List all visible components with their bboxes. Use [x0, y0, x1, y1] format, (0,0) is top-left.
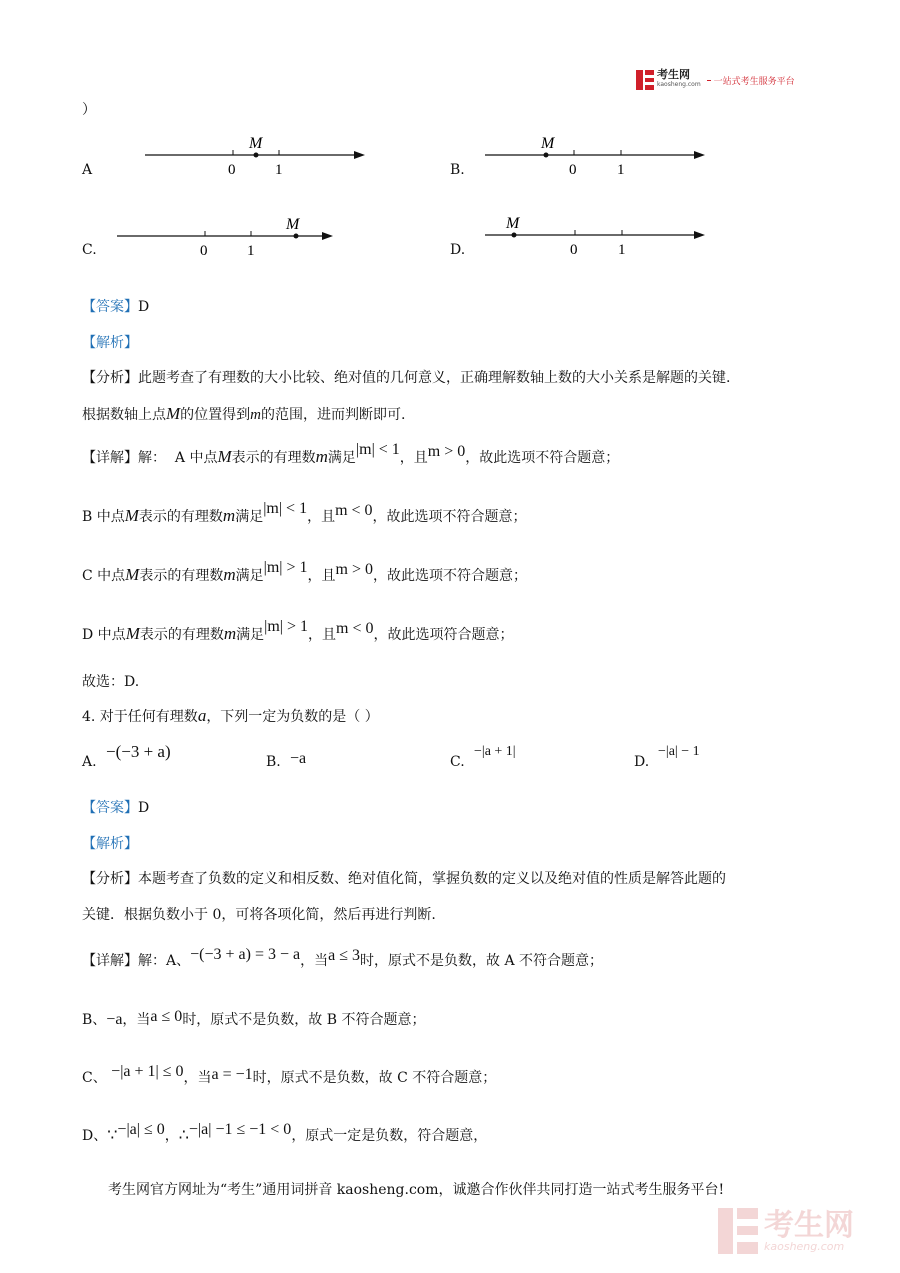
- fenxi-tag: 【分析】: [82, 370, 138, 386]
- prev-detail-b: B 中点M表示的有理数m满足|m| < 1，且m < 0，故此选项不符合题意；: [82, 500, 527, 525]
- q4-option-a-expr: −(−3 + a): [106, 742, 171, 761]
- q4-answer-line: 【答案】D: [82, 800, 150, 816]
- tick-1-b: 1: [617, 162, 625, 178]
- tick-0-b: 0: [569, 162, 577, 178]
- watermark: [718, 1208, 854, 1254]
- q4-option-a: A.: [82, 754, 97, 770]
- option-c-label: C.: [82, 242, 97, 258]
- watermark-sub: kaosheng.com: [764, 1239, 845, 1253]
- tick-1-d: 1: [618, 242, 626, 258]
- tick-1-a: 1: [275, 162, 283, 178]
- q4-detail-b: B、−a，当a ≤ 0时，原式不是负数，故 B 不符合题意；: [82, 1008, 426, 1028]
- header-slogan: 一站式考生服务平台: [713, 76, 795, 87]
- option-a-label: A: [82, 162, 93, 178]
- prev-fenxi-line1: 【分析】此题考查了有理数的大小比较、绝对值的几何意义，正确理解数轴上数的大小关系是解题的关键.: [82, 370, 731, 386]
- prev-fenxi-line2: 根据数轴上点M的位置得到m的范围，进而判断即可.: [82, 404, 406, 423]
- tick-0-c: 0: [200, 243, 208, 259]
- footer-text: 考生网官方网址为“考生”通用词拼音 kaosheng.com，诚邀合作伙伴共同打造一站式考生服务平台!: [108, 1182, 725, 1198]
- q4-option-d-expr: −|a| − 1: [658, 744, 700, 759]
- label-m-b: M: [541, 135, 555, 152]
- logo-text: 考生网: [657, 68, 690, 81]
- label-m-a: M: [249, 135, 263, 152]
- logo-sub: kaosheng.com: [657, 81, 701, 88]
- kaosheng-logo-icon: [636, 70, 654, 90]
- q4-detail-c: C、 −|a + 1| ≤ 0，当a = −1时，原式不是负数，故 C 不符合题意；: [82, 1063, 497, 1086]
- tick-1-c: 1: [247, 243, 255, 259]
- point-m-a: [254, 153, 259, 158]
- q4-detail-a: 【详解】解：A、−(−3 + a) = 3 − a，当a ≤ 3时，原式不是负数，故 A 不符合题意；: [82, 946, 604, 969]
- answer-value: D: [138, 299, 150, 315]
- q4-stem: 4. 对于任何有理数a，下列一定为负数的是（ ）: [82, 706, 379, 725]
- number-line-a: [140, 130, 370, 180]
- label-m-c: M: [286, 216, 300, 233]
- prev-conclusion: 故选：D.: [82, 674, 140, 690]
- q4-fenxi-line1: 【分析】本题考查了负数的定义和相反数、绝对值化简，掌握负数的定义以及绝对值的性质是解答此题的: [82, 871, 726, 887]
- option-d-label: D.: [450, 242, 466, 258]
- q4-option-b: B.: [266, 754, 281, 770]
- answer-tag: 【答案】: [82, 299, 138, 315]
- detail-tag: 【详解】: [82, 450, 138, 466]
- tick-0-d: 0: [570, 242, 578, 258]
- label-m-d: M: [506, 215, 520, 232]
- q4-option-c-expr: −|a + 1|: [474, 744, 516, 759]
- point-m-c: [294, 234, 299, 239]
- analysis-tag: 【解析】: [82, 335, 138, 351]
- point-m-d: [512, 233, 517, 238]
- q4-fenxi-line2: 关键．根据负数小于 0，可将各项化简，然后再进行判断.: [82, 907, 436, 923]
- option-b-label: B.: [450, 162, 465, 178]
- prev-detail-c: C 中点M表示的有理数m满足|m| > 1，且m > 0，故此选项不符合题意；: [82, 559, 527, 584]
- prev-answer-line: [82, 297, 149, 317]
- q4-analysis-tag: 【解析】: [82, 836, 138, 852]
- watermark-logo-icon: [718, 1208, 758, 1254]
- number-line-b: [482, 130, 712, 180]
- watermark-text: 考生网: [764, 1207, 854, 1243]
- header-logo: [636, 70, 795, 90]
- number-line-c: [114, 211, 344, 261]
- number-line-d: [482, 210, 712, 260]
- q4-option-b-expr: −a: [290, 750, 307, 767]
- tick-0-a: 0: [228, 162, 236, 178]
- prev-detail-a: 【详解】解： A 中点M表示的有理数m满足|m| < 1，且m > 0，故此选项不符合题意；: [82, 441, 620, 466]
- prev-detail-d: D 中点M表示的有理数m满足|m| > 1，且m < 0，故此选项符合题意；: [82, 618, 514, 643]
- prev-question-paren: ）: [82, 102, 96, 118]
- q4-option-d: D.: [634, 754, 650, 770]
- q4-detail-d: D、∵−|a| ≤ 0，∴−|a| −1 ≤ −1 < 0，原式一定是负数，符合题意，: [82, 1121, 488, 1144]
- q4-option-c: C.: [450, 754, 465, 770]
- point-m-b: [544, 153, 549, 158]
